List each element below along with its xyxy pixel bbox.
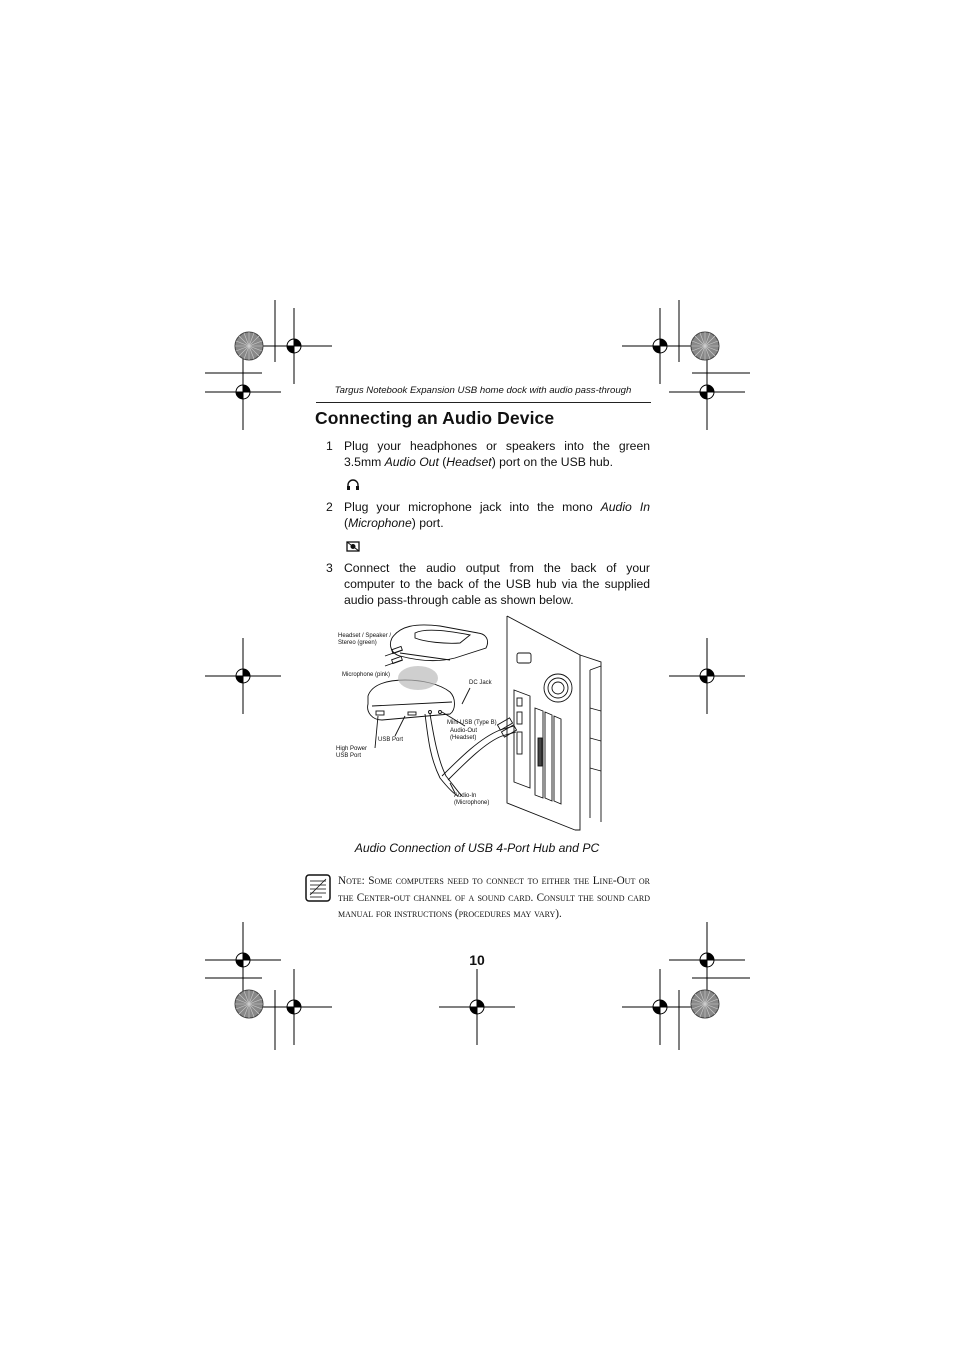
step-number: 3 (326, 561, 333, 575)
step-text: Plug your microphone jack into the mono Audio In (Microphone) port. (344, 500, 650, 530)
step-number: 2 (326, 500, 333, 514)
step-2 (326, 499, 651, 533)
registration-mark-left-bottom (205, 922, 281, 998)
figure-caption: Audio Connection of USB 4-Port Hub and PC (354, 841, 600, 855)
headphones-icon (346, 479, 360, 491)
note-pad-icon (304, 873, 332, 903)
label-audio-in: Audio-In (Microphone) (454, 793, 490, 806)
registration-mark-right-top (669, 354, 745, 430)
registration-mark-left-mid (205, 638, 281, 714)
step-text: Plug your headphones or speakers into the green 3.5mm Audio Out (Headset) port on the USB hub. (344, 439, 650, 469)
note-text: Note: Some computers need to connect to either the Line-Out or the Center-out channel of a sound card. Consult the sound card manual for instructions (procedures may vary). (338, 875, 650, 920)
label-mini-usb: Mini-USB (Type B) (447, 720, 497, 726)
registration-mark-bottom-left (256, 969, 332, 1045)
section-title: Connecting an Audio Device (315, 408, 555, 428)
header-divider (316, 402, 651, 403)
registration-mark-right-mid (669, 638, 745, 714)
label-headset: Headset / Speaker / Stereo (green) (338, 633, 392, 646)
registration-mark-left-top (205, 354, 281, 430)
color-target-bottom-right (691, 990, 719, 1018)
step-1 (326, 438, 651, 472)
step-3 (326, 560, 651, 610)
color-target-top-right (691, 332, 719, 360)
color-target-bottom-left (235, 990, 263, 1018)
label-audio-out: Audio-Out (Headset) (450, 728, 478, 741)
label-high-power-usb: High Power USB Port (336, 746, 368, 759)
label-microphone: Microphone (pink) (342, 672, 391, 678)
label-usb-port: USB Port (378, 737, 404, 743)
microphone-icon (346, 541, 360, 552)
step-number: 1 (326, 439, 333, 453)
registration-mark-top-right (622, 308, 698, 384)
color-target-top-left (235, 332, 263, 360)
registration-mark-right-bottom (669, 922, 745, 998)
page-number: 10 (469, 952, 485, 968)
label-dc-jack: DC Jack (469, 680, 492, 686)
registration-mark-top-left (256, 308, 332, 384)
registration-mark-bottom-center (439, 969, 515, 1045)
step-text: Connect the audio output from the back of your computer to the back of the USB hub via the supplied audio pass-through cable as shown below. (344, 561, 650, 607)
running-header: Targus Notebook Expansion USB home dock with audio pass-through (334, 385, 632, 396)
registration-mark-bottom-right (622, 969, 698, 1045)
